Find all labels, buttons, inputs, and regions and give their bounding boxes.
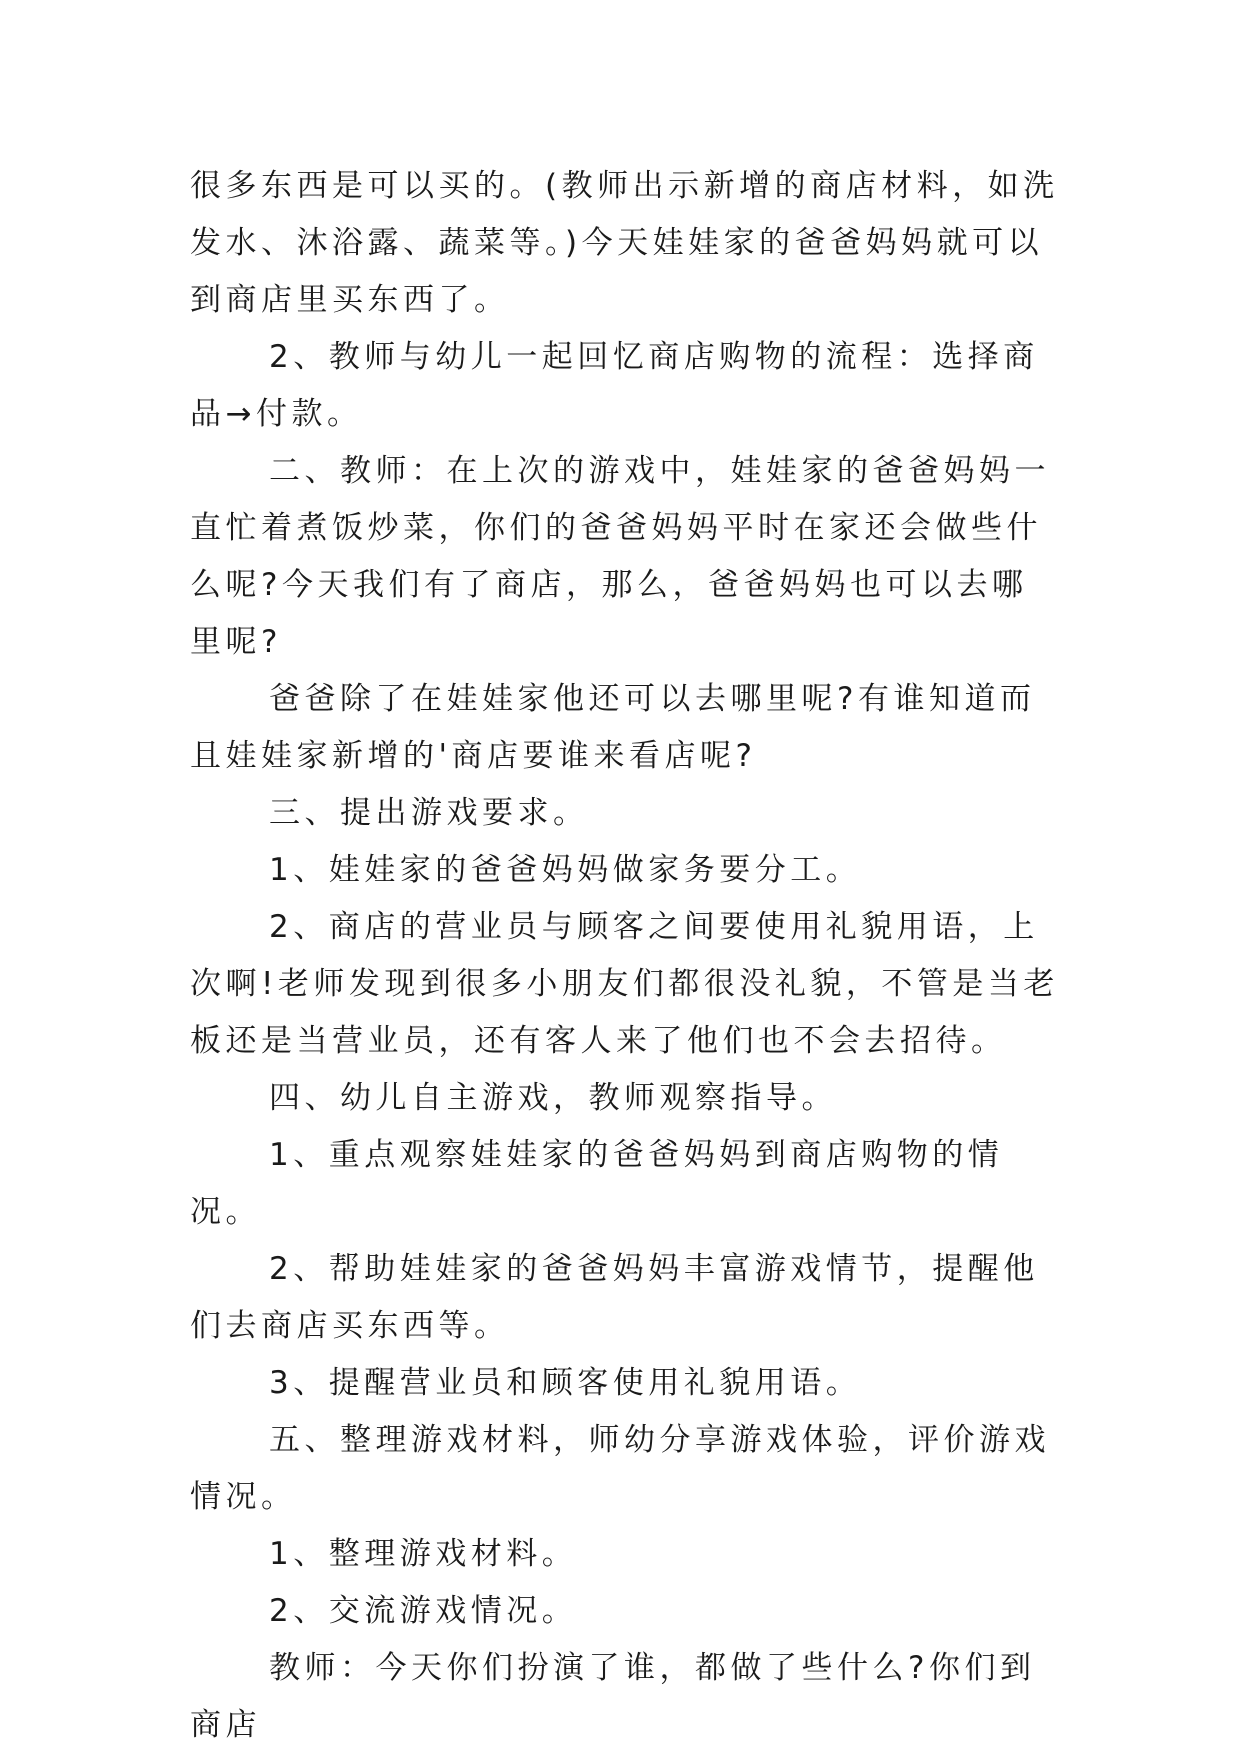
paragraph: 爸爸除了在娃娃家他还可以去哪里呢?有谁知道而且娃娃家新增的'商店要谁来看店呢? xyxy=(190,681,1036,774)
document-body xyxy=(190,158,1060,1754)
paragraph: 1、整理游戏材料。 xyxy=(269,1536,578,1572)
paragraph: 3、提醒营业员和顾客使用礼貌用语。 xyxy=(269,1365,862,1401)
paragraph: 2、帮助娃娃家的爸爸妈妈丰富游戏情节，提醒他们去商店买东西等。 xyxy=(190,1251,1039,1344)
paragraph: 1、重点观察娃娃家的爸爸妈妈到商店购物的情况。 xyxy=(190,1137,1004,1230)
paragraph: 2、交流游戏情况。 xyxy=(269,1593,578,1629)
paragraph: 1、娃娃家的爸爸妈妈做家务要分工。 xyxy=(269,852,862,888)
paragraph: 五、整理游戏材料，师幼分享游戏体验，评价游戏情况。 xyxy=(190,1422,1051,1515)
paragraph: 二、教师：在上次的游戏中，娃娃家的爸爸妈妈一直忙着煮饭炒菜，你们的爸爸妈妈平时在家还会做些什么呢?今天我们有了商店，那么，爸爸妈妈也可以去哪里呢? xyxy=(190,453,1051,660)
paragraph: 很多东西是可以买的。(教师出示新增的商店材料，如洗发水、沐浴露、蔬菜等。)今天娃娃家的爸爸妈妈就可以到商店里买东西了。 xyxy=(190,168,1059,318)
paragraph: 四、幼儿自主游戏，教师观察指导。 xyxy=(269,1080,838,1116)
paragraph: 2、教师与幼儿一起回忆商店购物的流程：选择商品→付款。 xyxy=(190,339,1039,432)
paragraph: 教师：今天你们扮演了谁，都做了些什么?你们到商店 xyxy=(190,1650,1036,1743)
paragraph: 2、商店的营业员与顾客之间要使用礼貌用语，上次啊!老师发现到很多小朋友们都很没礼貌，不管是当老板还是当营业员，还有客人来了他们也不会去招待。 xyxy=(190,909,1059,1059)
paragraph: 三、提出游戏要求。 xyxy=(269,795,589,831)
